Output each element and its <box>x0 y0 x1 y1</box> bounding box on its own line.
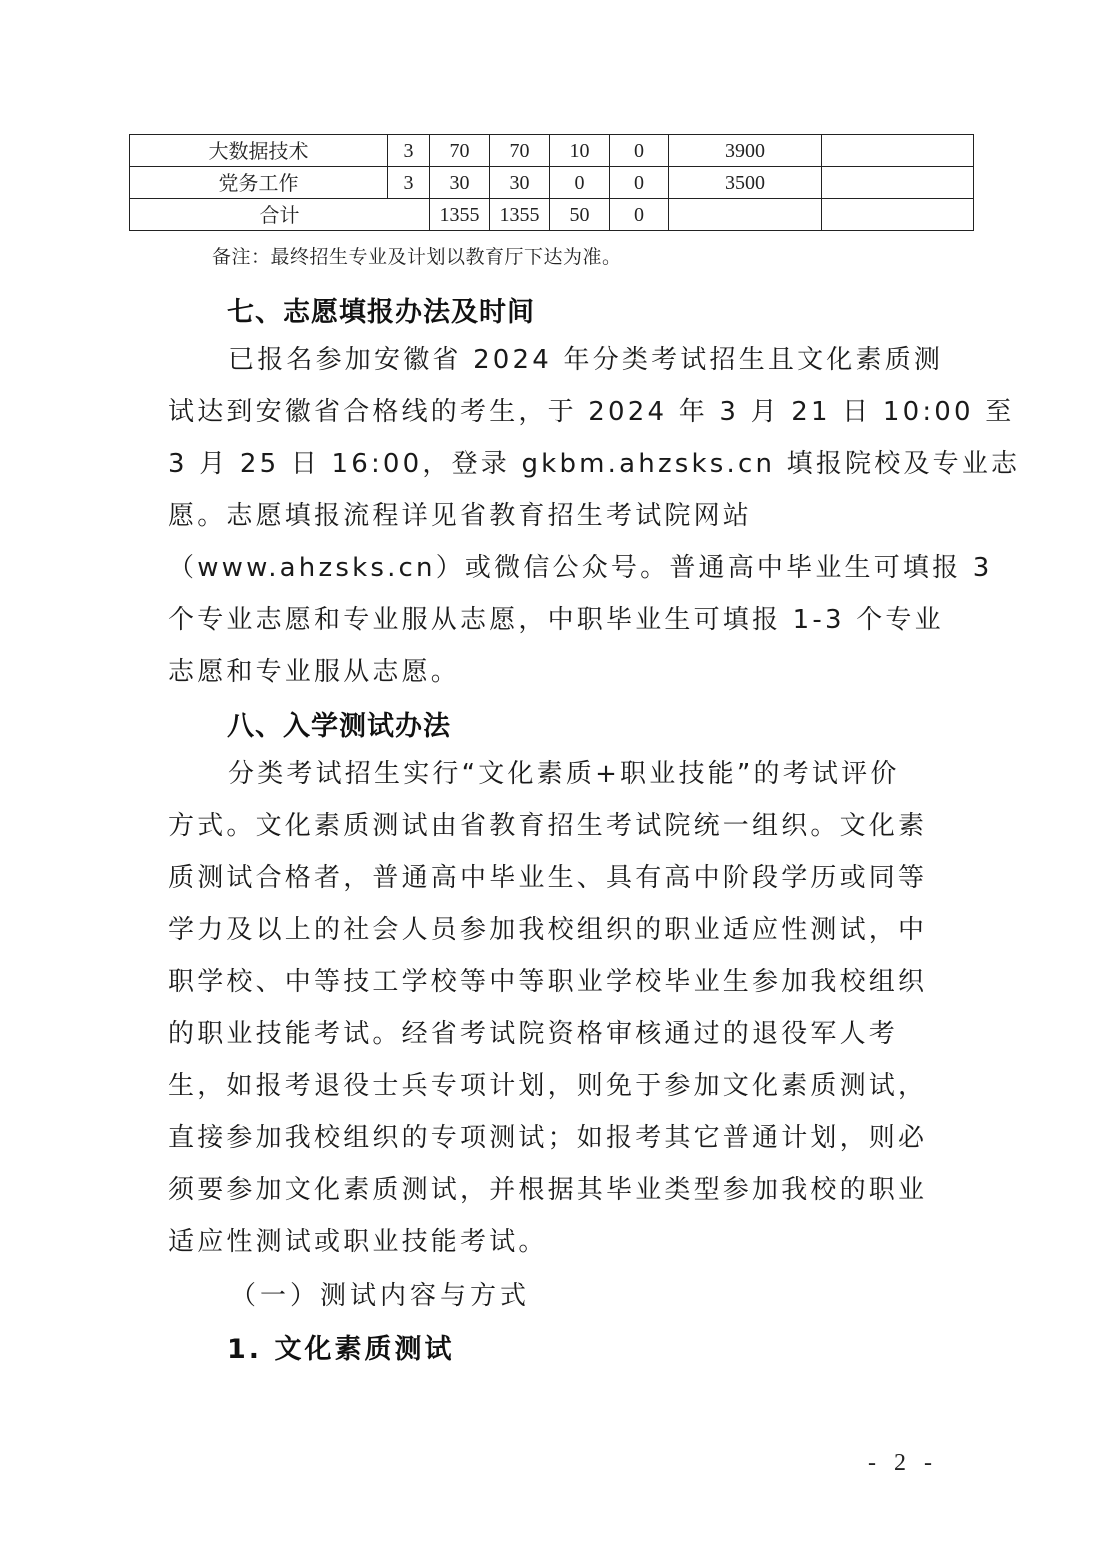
paragraph-line: 职学校、中等技工学校等中等职业学校毕业生参加我校组织 <box>168 967 928 997</box>
paragraph-line: 分类考试招生实行“文化素质+职业技能”的考试评价 <box>228 759 900 789</box>
paragraph-line: 直接参加我校组织的专项测试；如报考其它普通计划，则必 <box>168 1123 928 1153</box>
total-label: 合计 <box>130 199 430 231</box>
total-count: 1355 <box>430 199 490 231</box>
section-7-heading: 七、志愿填报办法及时间 <box>227 297 535 328</box>
total-remark <box>822 199 974 231</box>
enrollment-plan-table <box>129 134 974 231</box>
remark <box>822 135 974 167</box>
total-count: 1355 <box>490 199 550 231</box>
paragraph-line: 3 月 25 日 16:00，登录 gkbm.ahzsks.cn 填报院校及专业志 <box>168 449 1021 479</box>
total-count: 50 <box>550 199 610 231</box>
total-fee <box>669 199 822 231</box>
paragraph-line: 个专业志愿和专业服从志愿，中职毕业生可填报 1-3 个专业 <box>168 605 944 635</box>
section-7-body <box>168 334 1021 698</box>
table-total-row <box>130 199 974 231</box>
major-name: 党务工作 <box>130 167 388 199</box>
section-8-body <box>168 748 938 1268</box>
paragraph-line: （www.ahzsks.cn）或微信公众号。普通高中毕业生可填报 3 <box>168 553 993 583</box>
plan-count: 70 <box>430 135 490 167</box>
table-row <box>130 167 974 199</box>
subsection-heading: （一）测试内容与方式 <box>230 1281 531 1311</box>
paragraph-line: 学力及以上的社会人员参加我校组织的职业适应性测试，中 <box>168 915 928 945</box>
major-name: 大数据技术 <box>130 135 388 167</box>
plan-count: 0 <box>610 167 669 199</box>
item-heading: 1. 文化素质测试 <box>227 1334 455 1365</box>
plan-count: 10 <box>550 135 610 167</box>
table-row <box>130 135 974 167</box>
paragraph-line: 质测试合格者，普通高中毕业生、具有高中阶段学历或同等 <box>168 863 928 893</box>
plan-count: 70 <box>490 135 550 167</box>
plan-count: 0 <box>550 167 610 199</box>
paragraph-line: 方式。文化素质测试由省教育招生考试院统一组织。文化素 <box>168 811 928 841</box>
remark <box>822 167 974 199</box>
paragraph-line: 生，如报考退役士兵专项计划，则免于参加文化素质测试， <box>168 1071 928 1101</box>
section-8-heading: 八、入学测试办法 <box>227 711 451 742</box>
table-note: 备注：最终招生专业及计划以教育厅下达为准。 <box>212 246 622 268</box>
page-number: - 2 - <box>868 1450 938 1476</box>
paragraph-line: 适应性测试或职业技能考试。 <box>168 1227 548 1257</box>
years: 3 <box>388 167 430 199</box>
plan-count: 30 <box>430 167 490 199</box>
paragraph-line: 愿。志愿填报流程详见省教育招生考试院网站 <box>168 501 753 531</box>
total-count: 0 <box>610 199 669 231</box>
tuition-fee: 3500 <box>669 167 822 199</box>
years: 3 <box>388 135 430 167</box>
paragraph-line: 志愿和专业服从志愿。 <box>168 657 461 687</box>
paragraph-line: 的职业技能考试。经省考试院资格审核通过的退役军人考 <box>168 1019 899 1049</box>
plan-count: 0 <box>610 135 669 167</box>
paragraph-line: 已报名参加安徽省 2024 年分类考试招生且文化素质测 <box>228 345 944 375</box>
paragraph-line: 试达到安徽省合格线的考生，于 2024 年 3 月 21 日 10:00 至 <box>168 397 1015 427</box>
plan-count: 30 <box>490 167 550 199</box>
paragraph-line: 须要参加文化素质测试，并根据其毕业类型参加我校的职业 <box>168 1175 928 1205</box>
tuition-fee: 3900 <box>669 135 822 167</box>
